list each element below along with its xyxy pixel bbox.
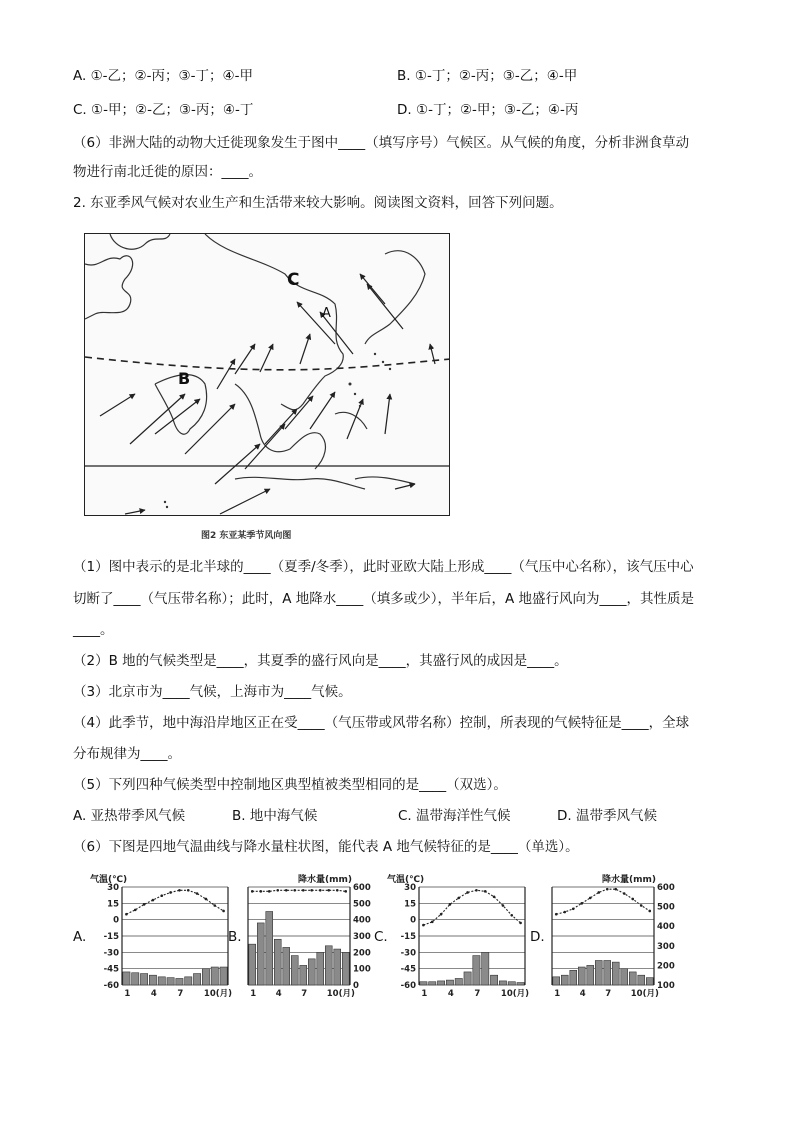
temp-point (222, 910, 225, 913)
precip-bar (257, 923, 264, 985)
precip-tick-label: 600 (657, 883, 675, 893)
precip-tick-label: 400 (353, 915, 371, 926)
precip-bar (158, 977, 165, 985)
chart-c (385, 873, 535, 998)
coastline-west (85, 256, 133, 319)
temp-point (259, 890, 262, 893)
temp-point (466, 891, 469, 894)
q5-option-a: A. 亚热带季风气候 (73, 808, 186, 824)
precip-bar (578, 967, 585, 985)
chart-d (542, 873, 692, 998)
temp-point (344, 890, 347, 893)
temp-axis-label: 气温(℃) (90, 875, 128, 885)
precip-bar (499, 981, 506, 985)
temp-tick-label: 15 (404, 899, 416, 910)
month-tick-label: 7 (474, 989, 481, 998)
temp-point (431, 921, 434, 924)
precip-bar (300, 965, 307, 985)
map-caption: 图2 东亚某季节风向图 (201, 531, 292, 541)
q1-line1: （1）图中表示的是北半球的____（夏季/冬季），此时亚欧大陆上形成____（气压中心名称），该气压中心 (73, 559, 694, 575)
temp-point (178, 889, 181, 892)
temp-point (196, 892, 199, 895)
temp-point (205, 898, 208, 901)
temp-tick-label: 30 (404, 883, 416, 893)
temp-tick-label: 0 (410, 915, 416, 926)
q4-line1: （4）此季节，地中海沿岸地区正在受____（气压带或风带名称）控制，所表现的气候特征是____，全球 (73, 715, 690, 731)
temp-tick-label: 0 (113, 915, 119, 926)
precip-bar (274, 939, 281, 985)
precip-bar (193, 974, 200, 985)
option-c: C. ①-甲；②-乙；③-丙；④-丁 (73, 102, 254, 118)
temp-point (597, 891, 600, 894)
precip-bar (140, 974, 147, 985)
precip-bar (595, 961, 602, 986)
temp-point (493, 896, 496, 899)
precip-bar (317, 952, 324, 985)
precip-bar (612, 962, 619, 985)
temp-point (134, 909, 137, 912)
month-tick-label: 10(月) (326, 989, 355, 998)
temp-point (519, 922, 522, 925)
option-b: B. ①-丁；②-丙；③-乙；④-甲 (397, 68, 578, 84)
precip-bar (490, 975, 497, 985)
precip-bar (482, 952, 489, 985)
q1-6-line1: （6）非洲大陆的动物大迁徙现象发生于图中____（填写序号）气候区。从气候的角度，分析非洲食草动 (73, 135, 690, 151)
coastline-asia (205, 234, 343, 410)
month-tick-label: 7 (177, 989, 184, 998)
precip-bar (517, 983, 524, 985)
temp-point (572, 907, 575, 910)
temp-point (589, 897, 592, 900)
q1-line3: ____。 (73, 622, 114, 638)
temp-tick-label: -60 (400, 981, 416, 991)
chart-d-letter: D. (530, 929, 545, 945)
precip-bar (149, 975, 156, 985)
chart-a-letter: A. (73, 929, 87, 945)
option-d: D. ①-丁；②-甲；③-乙；④-丙 (397, 102, 579, 118)
precip-bar (437, 981, 444, 985)
temp-tick-label: 30 (107, 883, 119, 893)
precip-bar (587, 965, 594, 985)
month-tick-label: 1 (250, 989, 257, 998)
temp-axis-label: 气温(℃) (387, 875, 425, 885)
q2-intro: 2. 东亚季风气候对农业生产和生活带来较大影响。阅读图文资料，回答下列问题。 (73, 195, 563, 211)
temp-tick-label: -30 (103, 948, 119, 959)
temp-point (614, 888, 617, 891)
chart-b-letter: B. (228, 929, 242, 945)
precip-bar (308, 959, 315, 985)
temp-tick-label: -45 (103, 964, 119, 975)
precip-bar (629, 972, 636, 985)
temp-tick-label: 15 (107, 899, 119, 910)
precip-bar (325, 946, 332, 985)
temp-point (160, 894, 163, 897)
precip-tick-label: 200 (353, 948, 371, 959)
temp-point (125, 913, 128, 916)
precip-bar (420, 982, 427, 985)
chart-c-letter: C. (374, 929, 388, 945)
itcz-dashed-line (85, 357, 450, 370)
precip-tick-label: 100 (657, 981, 675, 991)
temp-point (484, 890, 487, 893)
wind-map (84, 233, 450, 516)
temp-tick-label: -45 (400, 964, 416, 975)
precip-bar (291, 956, 298, 985)
temp-point (449, 903, 452, 906)
chart-a (88, 873, 238, 998)
precip-tick-label: 500 (353, 899, 371, 910)
month-tick-label: 4 (275, 989, 282, 998)
month-tick-label: 7 (605, 989, 612, 998)
precip-bar (334, 949, 341, 985)
temp-point (169, 891, 172, 894)
coastline-japan-korea (365, 251, 425, 344)
option-a: A. ①-乙；②-丙；③-丁；④-甲 (73, 68, 253, 84)
month-tick-label: 10(月) (203, 989, 233, 998)
precip-bar (249, 944, 256, 985)
temp-point (555, 913, 558, 916)
temp-point (475, 889, 478, 892)
temp-point (310, 889, 313, 892)
precip-tick-label: 300 (353, 932, 371, 942)
temp-line (126, 890, 223, 914)
precip-bar (455, 978, 462, 985)
precip-bar (604, 961, 611, 986)
precip-bar (646, 978, 653, 985)
q2-line: （2）B 地的气候类型是____，其夏季的盛行风向是____，其盛行风的成因是____。 (73, 653, 568, 669)
month-tick-label: 4 (579, 989, 586, 998)
temp-tick-label: -15 (400, 932, 416, 942)
month-tick-label: 1 (421, 989, 428, 998)
temp-point (336, 889, 339, 892)
precip-bar (342, 952, 349, 985)
precip-bar (429, 982, 436, 985)
temp-point (640, 904, 643, 907)
map-label-a: A (322, 306, 331, 321)
precip-bar (176, 978, 183, 985)
precip-tick-label: 100 (353, 964, 371, 975)
temp-point (510, 914, 513, 917)
month-tick-label: 7 (301, 989, 308, 998)
temp-point (631, 898, 634, 901)
month-tick-label: 10(月) (500, 989, 530, 998)
temp-point (268, 890, 271, 893)
precip-bar (202, 969, 209, 985)
temp-point (293, 889, 296, 892)
q5-line: （5）下列四种气候类型中控制地区典型植被类型相同的是____（双选）。 (73, 777, 507, 793)
temp-point (187, 889, 190, 892)
precip-bar (167, 978, 174, 985)
temp-point (623, 892, 626, 895)
q5-option-d: D. 温带季风气候 (557, 808, 657, 824)
wind-map-svg (85, 234, 450, 516)
q6-line: （6）下图是四地气温曲线与降水量柱状图，能代表 A 地气候特征的是____（单选）。 (73, 839, 579, 855)
precip-bar (185, 977, 192, 985)
precip-bar (621, 969, 628, 985)
temp-point (457, 897, 460, 900)
temp-point (302, 889, 305, 892)
month-tick-label: 1 (554, 989, 561, 998)
temp-point (606, 888, 609, 891)
precip-tick-label: 400 (657, 922, 675, 933)
precip-tick-label: 0 (353, 981, 359, 991)
precip-bar (473, 956, 480, 985)
temp-point (213, 904, 216, 907)
month-tick-label: 10(月) (630, 989, 659, 998)
precip-bar (266, 912, 273, 986)
month-tick-label: 4 (150, 989, 157, 998)
precip-bar (211, 967, 218, 985)
q5-option-c: C. 温带海洋性气候 (398, 808, 511, 824)
precip-axis-label: 降水量(mm) (298, 875, 352, 885)
map-label-b: B (178, 369, 191, 388)
chart-b (238, 873, 388, 998)
precip-bar (123, 972, 130, 985)
temp-point (143, 903, 146, 906)
month-tick-label: 4 (447, 989, 454, 998)
precip-axis-label: 降水量(mm) (602, 875, 656, 885)
precip-bar (132, 973, 139, 985)
temp-point (580, 902, 583, 905)
temp-line (252, 890, 346, 891)
temp-tick-label: -30 (400, 948, 416, 959)
q4-line2: 分布规律为____。 (73, 746, 181, 762)
temp-point (285, 889, 288, 892)
precip-bar (446, 980, 453, 985)
q1-6-line2: 物进行南北迁徙的原因：____。 (73, 164, 262, 180)
precip-bar (464, 972, 471, 985)
temp-point (502, 904, 505, 907)
precip-tick-label: 600 (353, 883, 371, 893)
temp-line (556, 889, 650, 914)
precip-bar (553, 977, 560, 985)
coastline-northwest (110, 234, 170, 249)
temp-point (422, 924, 425, 927)
map-label-c: C (287, 270, 300, 290)
precip-bar (570, 970, 577, 985)
temp-point (563, 911, 566, 914)
temp-tick-label: -15 (103, 932, 119, 942)
temp-point (327, 889, 330, 892)
q1-line2: 切断了____（气压带名称）；此时，A 地降水____（填多或少），半年后，A 地盛行风向为____，其性质是 (73, 591, 695, 607)
temp-point (440, 913, 443, 916)
precip-tick-label: 500 (657, 902, 675, 913)
precip-bar (508, 982, 515, 985)
q3-line: （3）北京市为____气候，上海市为____气候。 (73, 684, 352, 700)
precip-bar (638, 975, 645, 985)
month-tick-label: 1 (124, 989, 131, 998)
precip-bar (283, 947, 290, 985)
q5-option-b: B. 地中海气候 (232, 808, 318, 824)
temp-point (648, 910, 651, 913)
precip-bar (561, 975, 568, 985)
precip-bar (220, 967, 227, 985)
temp-tick-label: -60 (103, 981, 119, 991)
temp-point (152, 899, 155, 902)
precip-tick-label: 300 (657, 941, 675, 952)
temp-point (251, 890, 254, 893)
precip-tick-label: 200 (657, 961, 675, 972)
temp-point (319, 889, 322, 892)
temp-point (276, 889, 279, 892)
